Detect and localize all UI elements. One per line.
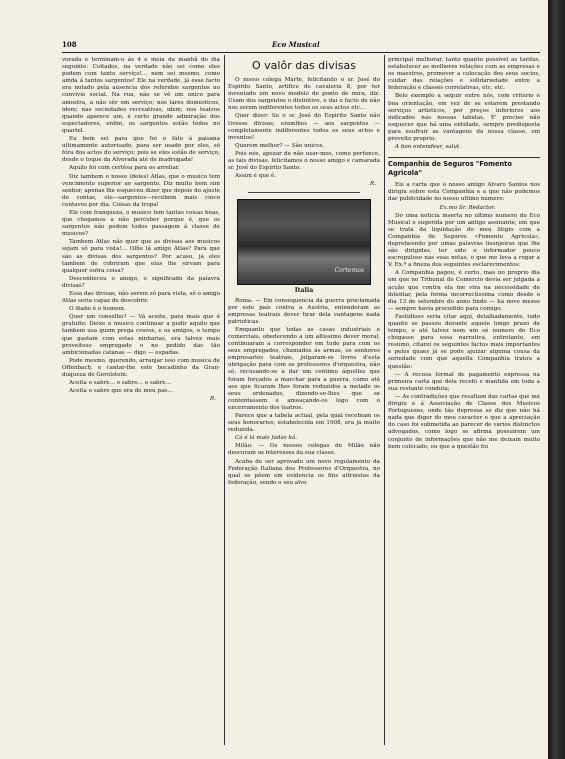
paragraph: Cá é lá mais fadas há. [235,435,298,442]
paragraph: A bon entendeur, salut. [395,144,461,151]
paragraph: Acaba de ser aprovado um novo regulamento da Federação Italiana dos Professores d'Orquestra, no qual se põem em evidencia os fins altruistas da federação, sendo o seu alvo [228,458,380,486]
paragraph: — As contradições que resaltam das cartas que me dirigiu e á Associação de Classe dos Musicos Portuguezes, onde tão depressa se diz que não há nada que diger do meu caracter e que a apreciação do caso foi submetida ao parecer de varios distinctos advogados, como logo se afirma possuirem um conjunto de informações que não me deixam muito bem colocado, ou que a questão foi [388,393,540,450]
paragraph: Eu bem sei para que foi o fáto á paisana ultimamente autorisado, para ser usado por eles, só fóra dos actos do serviço; pois se eles estão de serviço, desde o toque da Alvorada até de madrugada! [62,136,220,164]
paragraph: principal melhorar, tanto quanto possivel as tarifas, estabelecer as melhores relações com as empresas e os maestros, promover a colocação dos seus socios, cuidar das relações e solidariedade entre a federação e classes correlativas, etc, etc. [388,57,540,92]
paragraph: Querem melhor? — São unicos. [235,142,325,149]
paragraph: Diz tambem o nosso (deles) Atlas, que o musico tem vencimento superior ao sargento. Diz muito bem sim senhor, apenas lhe esqueceu dizer que depois do ajuste de contas, ele—sargentos—recebem mais cinco centavos por dia. Coisas da tropa! [62,173,220,208]
column-right [388,57,540,747]
column-divider [224,55,225,745]
paragraph: Belo exemplo a seguir entre nós, com criterio e boa orientação, em vez de se estarem prestando serviços artisticos, por preços inferiores aos indicados nas nossas tabelas. É' preciso não esquecer que há uma entidade, sempre predisposta para usufruir as vantagens da nossa classe, em proveito proprio. [388,93,540,143]
illustration-caption: Cortemos [334,267,364,275]
article-title: O valôr das divisas [252,59,356,72]
paragraph: Essa das divisas, não serem só para vista, só o amigo Atlas seria capaz de descobrir. [62,291,221,305]
paragraph: vorada e terminam-o ás 4 e meia da manhã do dia seguinte: Coitados, na verdade não sei como eles podem com tanto serviço!... nem sei mesmo, como ainda á tantos sargentos! Ele na verdade, já esse facto era notado pela ausencia dos referidos sargentos no convivio social. Na rua, não se vê um unico para amostra, a não sêr em serviço; nos lares domesticos, idem; nas sociedades recreativas, idem; nos teatros quando aparece um, é certo grande admiração dos espectadores, enfim, os sargentos estão todos no quartel. [62,57,220,134]
paragraph: Do uma noticia inserta no ultimo numero do Eco Musical e sugerida por um antigo assinante, em que se trata da liquidação do meu litigio com a Companhia de Seguros «Fomento Agricola», depreheendo por umas palavras lisonjeiras que lhe são dirigidas, ter sido o informador pouco escrupuloso nas suas notas, o que me leva a rogar a V. Ex.ª a fineza dos seguintes esclarecimentos: [388,212,540,269]
publication-name: Eco Musical [272,40,320,49]
paragraph: Emquanto que todas as casas industriais e comerciais, obedecendo a um altissimo dever moral, continuaram a corresponder em tudo para com os seus empregados, chamados ás armas, os senhores empresarios teatrais, julgaram-se livres d'esta obrigação para com os professores d'orquestra, não só, recusando-se a dar um centimo áquelles que foram forçados a marchar para a guerra, como até aos que ficaram lhes foram reduzidos a metade os seus ordenados, dizendo-se-lhes que se contentassem e ameaçando-os logo com o encerramento dos teatros. [228,326,380,411]
paragraph: O diabo é o homem. [69,306,126,313]
paragraph: Aceita o sabre que era de meu pae... [69,388,173,395]
paragraph: Fastidioso seria citar aqui, detalhadamente, tudo quanto se passou durante aquele longo prazo de tempo, e até talvez nem um só numero do Eco chegasse para essa narrativa, entretanto, em resumo, citarei os seguintes factos mais importantes e pelos quaes já se pode ajuizar alguma cousa da seriedade com que aquella Companhia tratou a questão: [388,313,540,370]
section-subhead: Italia [294,287,314,295]
paragraph: Pode mesmo, querendo, arranjar isso com musica de Offenbach, e cantar-lhe este bocadinho da Gran-duqueza de Gerolstein: [62,357,220,379]
signature: R. [370,181,376,188]
paragraph: Aquilo foi com certêsa para os arreliar. [69,165,180,172]
page-edge [548,0,565,759]
paragraph: Quer um conselho? — Vá aceite, para mais que é gratuito: Deixe o musico continuar a pedir aquilo que tambem usa quem prega cravos, e os amigos, o tempo que gastam com estas ninharias, era talvez mais proveitoso empregado o no pedido das tão ambicionadas catanas — digo — espadas. [62,314,220,356]
column-middle [228,57,380,747]
paragraph: Desconheceu o amigo, o significado da palavra divisas? [62,275,220,289]
paragraph: Milão. — Os nossos colegas de Milão não descuram os interesses da sua classe. [228,443,380,457]
paragraph: O nosso colega Marte, felicitando o sr. José do Espirito Santo, artifice de cavaleria 8, por ter inventado um novo modelo de ponto de mira, diz: Usam dos sargentos o distintivo, e daí o facto de não nos serem indiferentes todos os seus actos etc... [228,77,380,112]
article-title: Companhia de Seguros "Fomento Agricola" [388,157,540,178]
paragraph: Quer dizer: Se o sr. José do Espirito Santo não tivesse divisas, eramlhes — aos sargentos — completamente indiferentes todos os seus actos e inventos! [228,113,380,141]
signature: R. [210,396,216,403]
separator [248,192,360,193]
salutation: Ex.mo Sr. Redactor. [439,204,496,211]
paragraph: Eis a carta que o nosso amigo Alvaro Santos nos dirigiu sobre esta Companhia e a que não podemos dar publicidade no nosso ultimo numero: [388,182,540,203]
paragraph: Ele com franqueza, o musico tem tantas coisas boas, que chegamos a não perceber porque é, que os sargentos não pedem todos passagem á classe de musicos? [62,209,220,238]
page-header [62,40,540,53]
paragraph: Parece que a tabela actual, pela qual recebiam os seus honorarios, estabelecida em 1908, era já muito reduzida. [228,413,380,434]
paragraph: Tambem Atlas não quer que as divisas aos musicos sejam só para vista!... Olhe lá amigo Atlas? Para que são as divisas dos sargentos? Por acaso, já eles tambem de cobriram que elas lhe sirvam para qualquer outra coisa? [62,239,220,274]
paragraph: Aceita o sabre... o sabre... o sabre... [69,380,171,387]
column-left [62,57,220,747]
paragraph: Assim é que é. [235,173,277,180]
illustration [237,199,371,285]
paragraph: Roma. — Em consequencia da guerra proclamada por este país contra a Austria, entenderam as empresas teatrais dever tirar dela vantagens nada patrioticas. [228,297,380,325]
page-number: 108 [62,40,77,49]
paragraph: — A recusa formal de pagamento expressa na primeira carta que dela recebi e mantida em toda a sua restante conduta; [388,371,540,392]
paragraph: Pois nós, apezar de não usar-mos, como pertence, as tais divisas, felicitamos o nosso amigo e camarada sr. José do Espirito Santo. [228,150,380,172]
column-divider [384,55,385,745]
paragraph: A Companhia pagou, é certo, mas no proprio dia em que no Tribunal do Comercio devia ser julgada a acção que contra ela me vira na necessidade de intentar, pela forma incorrectissima como desde o dia 13 de setembro do anno findo — ha nove mezes — sempre havia procedido para comigo. [388,270,540,312]
